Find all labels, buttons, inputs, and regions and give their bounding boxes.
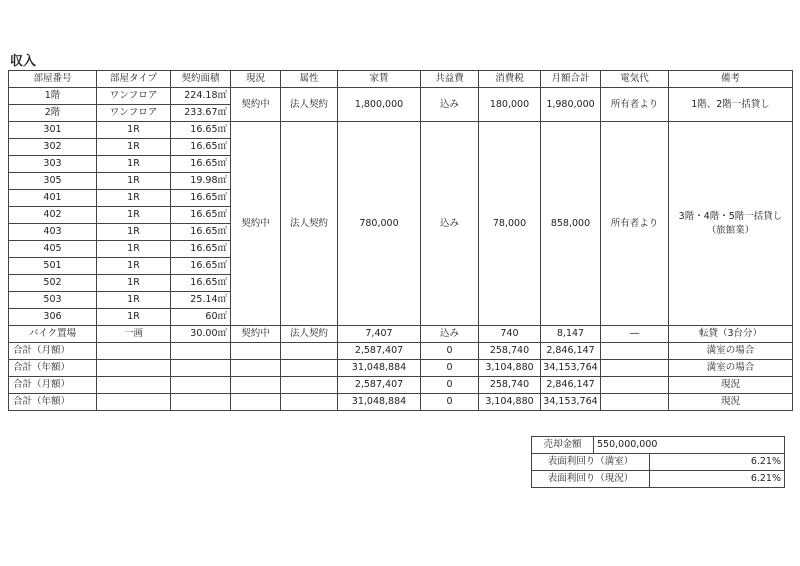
tax: 78,000 <box>479 122 541 326</box>
tax: 740 <box>479 326 541 343</box>
total-note: 満室の場合 <box>669 360 793 377</box>
sale-price-value: 550,000,000 <box>594 437 785 454</box>
electricity: 所有者より <box>601 88 669 122</box>
room-type: ワンフロア <box>97 105 171 122</box>
note: 1階、2階一括貸し <box>669 88 793 122</box>
common-fee: 込み <box>421 122 479 326</box>
rent: 780,000 <box>338 122 421 326</box>
area: 19.98㎡ <box>171 173 231 190</box>
total-amount: 2,846,147 <box>541 377 601 394</box>
summary-table <box>531 436 785 488</box>
room-number: 501 <box>9 258 97 275</box>
attribute: 法人契約 <box>281 326 338 343</box>
room-type: 1R <box>97 122 171 139</box>
room-type: 1R <box>97 309 171 326</box>
header-room-number: 部屋番号 <box>9 71 97 88</box>
area: 30.00㎡ <box>171 326 231 343</box>
monthly-total: 8,147 <box>541 326 601 343</box>
total-tax: 3,104,880 <box>479 394 541 411</box>
tax: 180,000 <box>479 88 541 122</box>
room-type: 1R <box>97 156 171 173</box>
room-type: 1R <box>97 173 171 190</box>
area: 16.65㎡ <box>171 139 231 156</box>
room-type: 1R <box>97 190 171 207</box>
sale-price-label: 売却金額 <box>532 437 594 454</box>
attribute: 法人契約 <box>281 122 338 326</box>
total-amount: 34,153,764 <box>541 394 601 411</box>
area: 16.65㎡ <box>171 275 231 292</box>
status: 契約中 <box>231 326 281 343</box>
header-attribute: 属性 <box>281 71 338 88</box>
total-row <box>9 343 793 360</box>
room-type: 1R <box>97 292 171 309</box>
header-note: 備考 <box>669 71 793 88</box>
total-rent: 2,587,407 <box>338 343 421 360</box>
total-note: 現況 <box>669 394 793 411</box>
area: 16.65㎡ <box>171 258 231 275</box>
total-row <box>9 360 793 377</box>
header-rent: 家賃 <box>338 71 421 88</box>
yield-full-value: 6.21% <box>650 454 785 471</box>
header-tax: 消費税 <box>479 71 541 88</box>
table-header-row <box>9 71 793 88</box>
header-room-type: 部屋タイプ <box>97 71 171 88</box>
electricity: 所有者より <box>601 122 669 326</box>
total-row <box>9 377 793 394</box>
total-tax: 3,104,880 <box>479 360 541 377</box>
monthly-total: 858,000 <box>541 122 601 326</box>
room-number: 503 <box>9 292 97 309</box>
room-number: 401 <box>9 190 97 207</box>
room-number: 403 <box>9 224 97 241</box>
rent: 7,407 <box>338 326 421 343</box>
total-rent: 31,048,884 <box>338 360 421 377</box>
room-number: 402 <box>9 207 97 224</box>
room-number: 302 <box>9 139 97 156</box>
common-fee: 込み <box>421 326 479 343</box>
table-row <box>9 88 793 105</box>
note: 3階・4階・5階一括貸し（旅館業） <box>669 122 793 326</box>
total-rent: 31,048,884 <box>338 394 421 411</box>
total-amount: 34,153,764 <box>541 360 601 377</box>
income-table <box>8 70 793 411</box>
area: 16.65㎡ <box>171 190 231 207</box>
header-common-fee: 共益費 <box>421 71 479 88</box>
total-label: 合計（月額） <box>9 377 97 394</box>
area: 233.67㎡ <box>171 105 231 122</box>
area: 16.65㎡ <box>171 156 231 173</box>
room-type: 一画 <box>97 326 171 343</box>
room-type: 1R <box>97 139 171 156</box>
area: 16.65㎡ <box>171 241 231 258</box>
monthly-total: 1,980,000 <box>541 88 601 122</box>
total-common-fee: 0 <box>421 343 479 360</box>
room-number: 305 <box>9 173 97 190</box>
room-number: 1階 <box>9 88 97 105</box>
status: 契約中 <box>231 88 281 122</box>
yield-full-label: 表面利回り（満室） <box>532 454 650 471</box>
total-amount: 2,846,147 <box>541 343 601 360</box>
rent: 1,800,000 <box>338 88 421 122</box>
total-label: 合計（年額） <box>9 360 97 377</box>
total-note: 満室の場合 <box>669 343 793 360</box>
summary-row-sale-price <box>532 437 785 454</box>
header-area: 契約面積 <box>171 71 231 88</box>
room-type: 1R <box>97 224 171 241</box>
summary-row-yield-full <box>532 454 785 471</box>
area: 16.65㎡ <box>171 224 231 241</box>
total-note: 現況 <box>669 377 793 394</box>
total-common-fee: 0 <box>421 360 479 377</box>
room-type: ワンフロア <box>97 88 171 105</box>
room-type: 1R <box>97 241 171 258</box>
header-status: 現況 <box>231 71 281 88</box>
room-number: バイク置場 <box>9 326 97 343</box>
room-type: 1R <box>97 258 171 275</box>
yield-current-value: 6.21% <box>650 471 785 488</box>
room-number: 2階 <box>9 105 97 122</box>
room-number: 405 <box>9 241 97 258</box>
page-title: 収入 <box>10 54 37 69</box>
room-type: 1R <box>97 207 171 224</box>
header-monthly-total: 月額合計 <box>541 71 601 88</box>
summary-row-yield-current <box>532 471 785 488</box>
total-label: 合計（年額） <box>9 394 97 411</box>
area: 224.18㎡ <box>171 88 231 105</box>
total-common-fee: 0 <box>421 377 479 394</box>
area: 60㎡ <box>171 309 231 326</box>
room-number: 306 <box>9 309 97 326</box>
table-row <box>9 122 793 139</box>
room-number: 502 <box>9 275 97 292</box>
area: 16.65㎡ <box>171 207 231 224</box>
note: 転貸（3台分） <box>669 326 793 343</box>
header-electricity: 電気代 <box>601 71 669 88</box>
total-tax: 258,740 <box>479 343 541 360</box>
table-row-bike-parking <box>9 326 793 343</box>
total-rent: 2,587,407 <box>338 377 421 394</box>
room-type: 1R <box>97 275 171 292</box>
yield-current-label: 表面利回り（現況） <box>532 471 650 488</box>
total-row <box>9 394 793 411</box>
area: 25.14㎡ <box>171 292 231 309</box>
total-tax: 258,740 <box>479 377 541 394</box>
attribute: 法人契約 <box>281 88 338 122</box>
common-fee: 込み <box>421 88 479 122</box>
area: 16.65㎡ <box>171 122 231 139</box>
room-number: 301 <box>9 122 97 139</box>
electricity: ― <box>601 326 669 343</box>
total-common-fee: 0 <box>421 394 479 411</box>
total-label: 合計（月額） <box>9 343 97 360</box>
room-number: 303 <box>9 156 97 173</box>
status: 契約中 <box>231 122 281 326</box>
